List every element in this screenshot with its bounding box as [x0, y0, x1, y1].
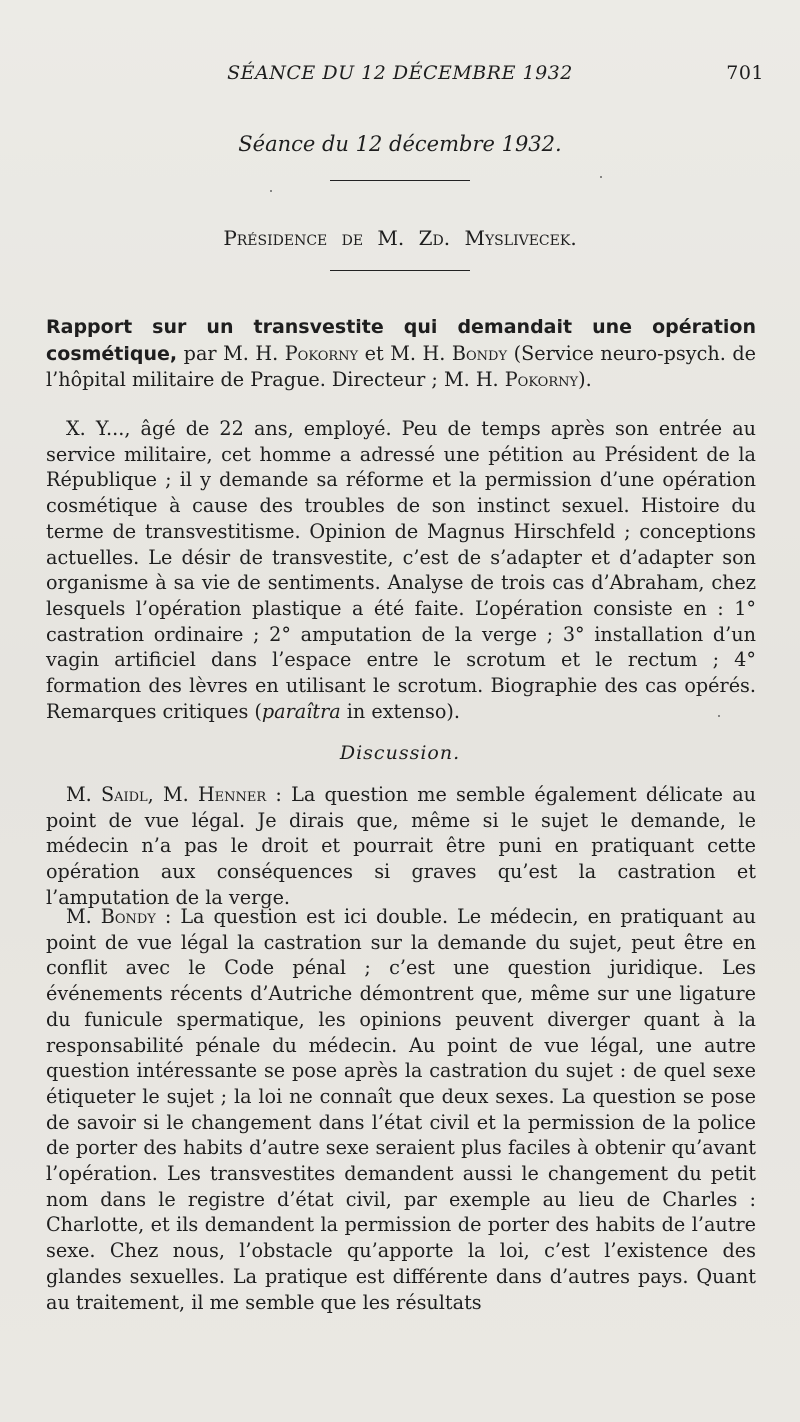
summary-italic: paraîtra [261, 699, 341, 723]
divider-bottom [330, 270, 470, 271]
discussion-saidl-henner [46, 782, 756, 911]
scan-speck [718, 715, 720, 717]
report-heading [46, 314, 756, 393]
report-director: Pokorny [504, 368, 579, 392]
scan-speck [270, 190, 272, 192]
saidl-text: : La question me semble également délicate au point de vue légal. Je dirais que, même si le sujet le demande, le médecin n’a pas le droit et pourrait être puni en pratiquant cette opération aux conséquences si graves qu’est la castration et l’amputation de la verge. [46, 783, 756, 909]
report-authors-prefix: par M. H. [177, 341, 285, 365]
running-header [0, 62, 800, 90]
report-authors-mid: et M. H. [358, 341, 452, 365]
summary-text-end: in extenso). [340, 699, 460, 723]
report-author-2: Bondy [451, 341, 508, 365]
discussion-bondy [46, 904, 756, 1315]
case-summary [46, 416, 756, 724]
scan-speck [600, 176, 602, 178]
speakers-saidl-henner: M. Saidl, M. Henner [66, 783, 267, 806]
bondy-text: : La question est ici double. Le médecin, en pratiquant au point de vue légal la castration sur la demande du sujet, peut être en conflit avec le Code pénal ; c’est une question juridique. Les événements récents d’Autriche démontrent que, même sur une ligature du funicule spermatique, les opinions peuvent diverger quant à la responsabilité pénale du médecin. Au point de vue légal, une autre question intéressante se pose après la castration du sujet : de quel sexe étiqueter le sujet ; la loi ne connaît que deux sexes. La question se pose de savoir si le changement dans l’état civil et la permission de la police de porter des habits d’autre sexe seraient plus faciles à obtenir qu’avant l’opération. Les transvestites demandent aussi le changement du petit nom dans le registre d’état civil, par exemple au lieu de Charles : Charlotte, et ils demandent la permission de porter des habits de l’autre sexe. Chez nous, l’obstacle qu’apporte la loi, c’est l’existence des glandes sexuelles. La pratique est différente dans d’autres pays. Quant au traitement, il me semble que les résultats [46, 905, 756, 1314]
discussion-heading: Discussion. [339, 742, 461, 764]
summary-text: X. Y..., âgé de 22 ans, employé. Peu de temps après son entrée au service militaire, cet homme a adressé une pétition au Président de la République ; il y demande sa réforme et la permission d’une opération cosmétique à cause des troubles de son instinct sexuel. Histoire du terme de transvestitisme. Opinion de Magnus Hirschfeld ; conceptions actuelles. Le désir de transvestite, c’est de s’adapter et d’adapter son organisme à sa vie de sentiments. Analyse de trois cas d’Abraham, chez lesquels l’opération plastique a été faite. L’opération consiste en : 1° castration ordinaire ; 2° amputation de la verge ; 3° installation d’un vagin artificiel dans l’espace entre le scrotum et le rectum ; 4° formation des lèvres en utilisant le scrotum. Biographie des cas opérés. Remarques critiques ( [46, 417, 756, 723]
presidence-line: Présidence de M. Zd. Myslivecek. [223, 226, 577, 250]
report-affiliation-end: ). [578, 368, 592, 392]
seance-title: Séance du 12 décembre 1932. [238, 132, 562, 156]
divider-top [330, 180, 470, 181]
report-author-1: Pokorny [284, 341, 359, 365]
speaker-bondy: M. Bondy [66, 905, 156, 928]
running-title: SÉANCE DU 12 DÉCEMBRE 1932 [227, 62, 573, 84]
report-affiliation: (Service neuro-psych. de l’hôpital militaire de Prague. Directeur ; M. H. [46, 341, 756, 392]
report-title: Rapport sur un transvestite qui demandait une opération cosmétique, [46, 316, 756, 365]
page-number: 701 [726, 62, 764, 84]
